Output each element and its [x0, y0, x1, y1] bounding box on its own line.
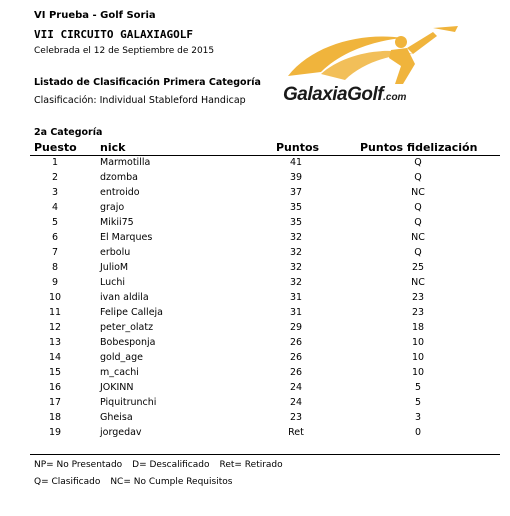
legend-q: Q= Clasificado — [34, 477, 101, 487]
table-row — [0, 352, 510, 367]
cell-fidelizacion: Q — [414, 172, 422, 183]
cell-puesto: 13 — [48, 337, 62, 348]
col-header-puntos: Puntos — [276, 141, 320, 154]
cell-puntos: 32 — [289, 247, 303, 258]
event-date: Celebrada el 12 de Septiembre de 2015 — [34, 46, 215, 56]
cell-puntos: 32 — [289, 277, 303, 288]
cell-fidelizacion: 23 — [411, 292, 425, 303]
cell-nick: gold_age — [100, 352, 143, 363]
cell-nick: ivan aldila — [100, 292, 149, 303]
cell-fidelizacion: Q — [414, 217, 422, 228]
table-row — [0, 172, 510, 187]
cell-nick: m_cachi — [100, 367, 139, 378]
legend-nc: NC= No Cumple Requisitos — [110, 477, 233, 487]
cell-fidelizacion: 10 — [411, 337, 425, 348]
cell-nick: Luchi — [100, 277, 126, 288]
cell-nick: Bobesponja — [100, 337, 156, 348]
cell-nick: JOKINN — [100, 382, 134, 393]
table-row — [0, 337, 510, 352]
cell-puesto: 9 — [51, 277, 59, 288]
cell-puesto: 4 — [51, 202, 59, 213]
cell-puntos: 39 — [289, 172, 303, 183]
cell-fidelizacion: 5 — [414, 382, 422, 393]
cell-puesto: 15 — [48, 367, 62, 378]
cell-nick: Gheisa — [100, 412, 133, 423]
cell-fidelizacion: 10 — [411, 352, 425, 363]
cell-puntos: 37 — [289, 187, 303, 198]
cell-puntos: 32 — [289, 262, 303, 273]
cell-nick: entroido — [100, 187, 140, 198]
table-row — [0, 157, 510, 172]
cell-puntos: 26 — [289, 367, 303, 378]
cell-fidelizacion: Q — [414, 157, 422, 168]
cell-puntos: 23 — [289, 412, 303, 423]
col-header-nick: nick — [100, 141, 126, 154]
cell-nick: Mikii75 — [100, 217, 134, 228]
cell-puesto: 12 — [48, 322, 62, 333]
cell-puesto: 19 — [48, 427, 62, 438]
cell-puesto: 1 — [51, 157, 59, 168]
table-row — [0, 427, 510, 442]
classification-type: Clasificación: Individual Stableford Handicap — [34, 95, 246, 106]
legend-np: NP= No Presentado — [34, 460, 123, 470]
table-row — [0, 397, 510, 412]
cell-nick: Piquitrunchi — [100, 397, 157, 408]
cell-nick: Felipe Calleja — [100, 307, 164, 318]
legend-line-1 — [34, 460, 293, 470]
table-row — [0, 367, 510, 382]
cell-fidelizacion: Q — [414, 247, 422, 258]
galaxiagolf-logo — [283, 24, 463, 114]
cell-puntos: 41 — [289, 157, 303, 168]
list-title: Listado de Clasificación Primera Categoría — [34, 77, 261, 88]
cell-puntos: 35 — [289, 217, 303, 228]
cell-puesto: 14 — [48, 352, 62, 363]
cell-fidelizacion: 0 — [414, 427, 422, 438]
cell-puesto: 6 — [51, 232, 59, 243]
cell-puntos: Ret — [288, 427, 304, 438]
cell-fidelizacion: NC — [411, 232, 425, 243]
cell-puntos: 35 — [289, 202, 303, 213]
cell-puntos: 32 — [289, 232, 303, 243]
cell-nick: grajo — [100, 202, 125, 213]
table-row — [0, 307, 510, 322]
legend-d: D= Descalificado — [132, 460, 210, 470]
circuit-title: VII CIRCUITO GALAXIAGOLF — [34, 28, 193, 41]
legend-line-2 — [34, 477, 242, 487]
cell-fidelizacion: Q — [414, 202, 422, 213]
cell-puntos: 26 — [289, 352, 303, 363]
cell-puesto: 7 — [51, 247, 59, 258]
table-row — [0, 262, 510, 277]
cell-puesto: 2 — [51, 172, 59, 183]
col-header-fidelizacion: Puntos fidelización — [360, 141, 478, 154]
table-row — [0, 187, 510, 202]
table-row — [0, 412, 510, 427]
cell-puntos: 24 — [289, 382, 303, 393]
cell-puesto: 16 — [48, 382, 62, 393]
table-row — [0, 277, 510, 292]
cell-puesto: 11 — [48, 307, 62, 318]
cell-fidelizacion: 23 — [411, 307, 425, 318]
cell-fidelizacion: NC — [411, 187, 425, 198]
cell-puesto: 3 — [51, 187, 59, 198]
cell-nick: El Marques — [100, 232, 153, 243]
logo-wordmark: GalaxiaGolf.com — [283, 84, 407, 105]
cell-fidelizacion: 5 — [414, 397, 422, 408]
cell-nick: peter_olatz — [100, 322, 154, 333]
cell-puesto: 8 — [51, 262, 59, 273]
category-title: 2a Categoría — [34, 127, 103, 138]
cell-nick: erbolu — [100, 247, 131, 258]
golfer-swing-icon — [283, 24, 463, 86]
cell-nick: JulioM — [100, 262, 129, 273]
cell-nick: Marmotilla — [100, 157, 151, 168]
cell-puntos: 26 — [289, 337, 303, 348]
cell-nick: dzomba — [100, 172, 138, 183]
table-row — [0, 232, 510, 247]
cell-puesto: 5 — [51, 217, 59, 228]
cell-nick: jorgedav — [100, 427, 142, 438]
table-row — [0, 322, 510, 337]
cell-fidelizacion: 18 — [411, 322, 425, 333]
cell-puesto: 10 — [48, 292, 62, 303]
table-row — [0, 202, 510, 217]
table-row — [0, 292, 510, 307]
cell-fidelizacion: 3 — [414, 412, 422, 423]
cell-puntos: 29 — [289, 322, 303, 333]
cell-puntos: 31 — [289, 307, 303, 318]
cell-puntos: 31 — [289, 292, 303, 303]
footer-divider — [30, 454, 500, 455]
event-title: VI Prueba - Golf Soria — [34, 10, 156, 21]
cell-puesto: 18 — [48, 412, 62, 423]
cell-fidelizacion: 10 — [411, 367, 425, 378]
cell-puesto: 17 — [48, 397, 62, 408]
cell-puntos: 24 — [289, 397, 303, 408]
header-divider — [30, 155, 500, 156]
table-row — [0, 217, 510, 232]
cell-fidelizacion: NC — [411, 277, 425, 288]
legend-ret: Ret= Retirado — [219, 460, 283, 470]
col-header-puesto: Puesto — [34, 141, 77, 154]
cell-fidelizacion: 25 — [411, 262, 425, 273]
table-row — [0, 382, 510, 397]
table-row — [0, 247, 510, 262]
